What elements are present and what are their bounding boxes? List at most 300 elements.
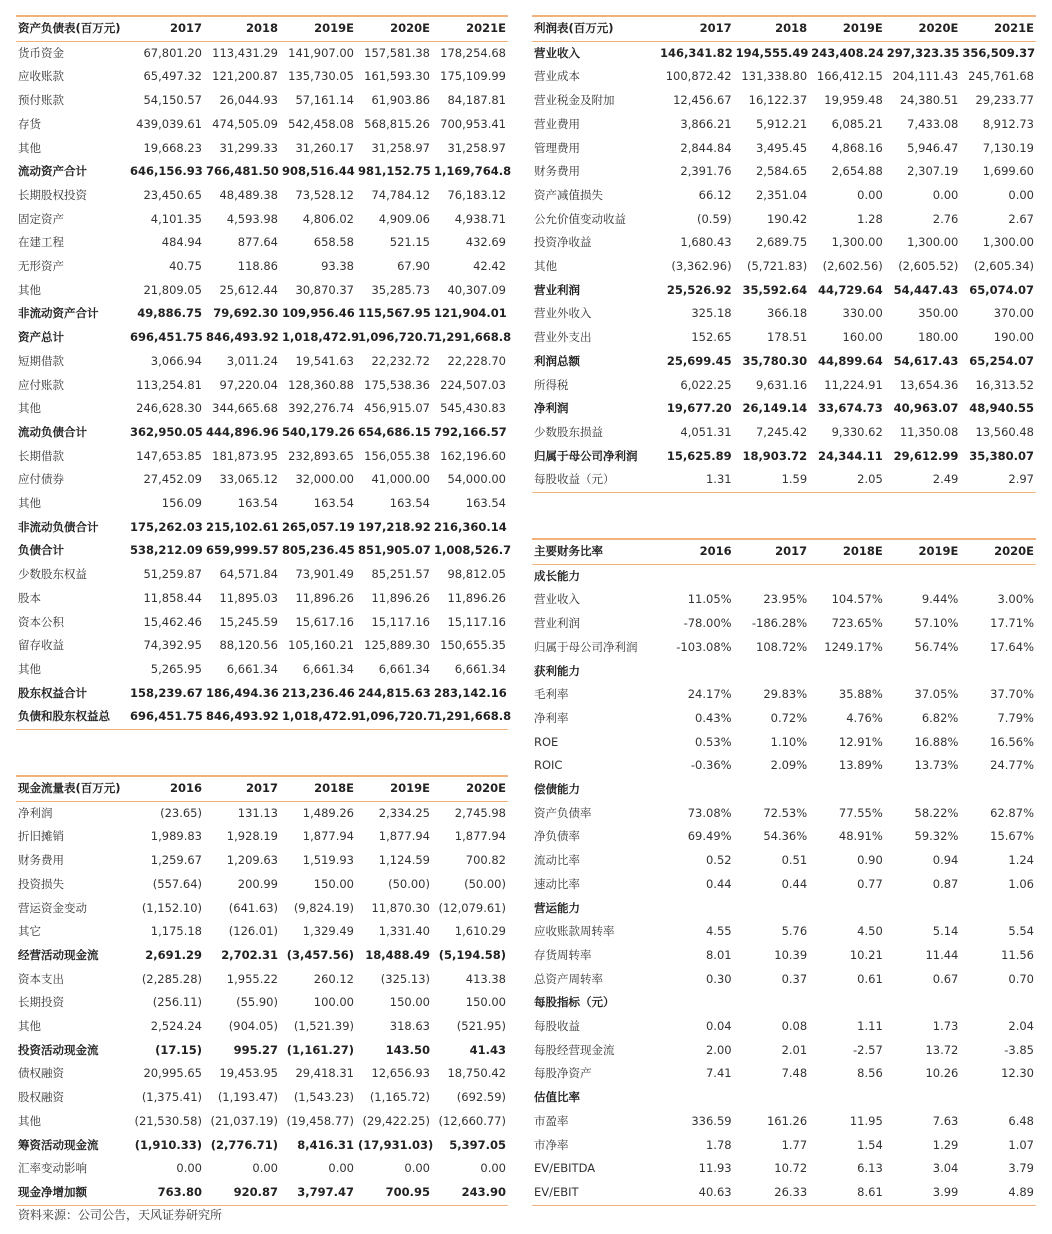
income-statement-cell: 35,592.64	[742, 282, 808, 297]
balance-sheet-cell: 15,462.46	[143, 614, 202, 629]
financial-ratios-row	[532, 825, 1036, 849]
income-statement-cell: 0.00	[857, 187, 883, 202]
financial-ratios-cell: 10.39	[774, 947, 808, 962]
cash-flow-row	[16, 968, 508, 992]
income-statement-cell: 4,051.31	[680, 424, 732, 439]
cash-flow-row-label: 股权融资	[18, 1090, 64, 1105]
financial-ratios-row-label: 每股指标（元）	[534, 995, 615, 1010]
financial-ratios-cell: 13.89%	[838, 758, 883, 773]
financial-ratios-row	[532, 1134, 1036, 1158]
income-statement-row-label: 营业收入	[534, 45, 580, 60]
financial-ratios-cell: 3.04	[932, 1161, 959, 1176]
balance-sheet-cell: 545,430.83	[440, 401, 506, 416]
income-statement-cell: 18,903.72	[742, 448, 808, 463]
balance-sheet-row	[16, 492, 508, 516]
balance-sheet-cell: 51,259.87	[143, 567, 202, 582]
balance-sheet-cell: 1,096,720.7	[358, 709, 436, 724]
financial-ratios-table	[532, 538, 1036, 1206]
balance-sheet-cell: 244,815.63	[358, 685, 431, 700]
balance-sheet-title: 资产负债表(百万元)	[18, 21, 121, 35]
income-statement-cell: 9,330.62	[831, 424, 883, 439]
cash-flow-cell: 143.50	[385, 1042, 430, 1057]
cash-flow-cell: 2,702.31	[221, 947, 278, 962]
balance-sheet-cell: 432.69	[465, 235, 506, 250]
balance-sheet-cell: 197,218.92	[358, 519, 431, 534]
balance-sheet-cell: 5,265.95	[150, 661, 202, 676]
financial-ratios-cell: 1.06	[1008, 876, 1034, 891]
income-statement-cell: 0.00	[932, 187, 959, 202]
income-statement-cell: 6,085.21	[831, 116, 883, 131]
cash-flow-cell: (1,910.33)	[134, 1137, 202, 1152]
income-statement-cell: 54,617.43	[893, 353, 959, 368]
cash-flow-cell: 260.12	[313, 971, 354, 986]
financial-ratios-cell: 6.48	[1008, 1113, 1034, 1128]
cash-flow-cell: (256.11)	[152, 995, 202, 1010]
financial-ratios-cell: -0.36%	[690, 758, 732, 773]
financial-ratios-cell: 0.70	[1008, 971, 1034, 986]
income-statement-cell: 1.31	[705, 472, 732, 487]
balance-sheet-row-label: 预付账款	[18, 93, 64, 108]
income-statement-cell: 160.00	[842, 330, 883, 345]
cash-flow-cell: (521.95)	[456, 1019, 506, 1034]
cash-flow-cell: 200.99	[237, 876, 278, 891]
cash-flow-cell: (904.05)	[228, 1019, 278, 1034]
balance-sheet-cell: 216,360.14	[434, 519, 507, 534]
balance-sheet-row	[16, 160, 508, 184]
balance-sheet-cell: 215,102.61	[206, 519, 279, 534]
balance-sheet-cell: 851,905.07	[358, 543, 431, 558]
cash-flow-cell: (126.01)	[228, 924, 278, 939]
balance-sheet-cell: 246,628.30	[136, 401, 202, 416]
cash-flow-cell: 1,331.40	[378, 924, 430, 939]
financial-ratios-row-label: 净负债率	[534, 829, 580, 844]
balance-sheet-cell: 696,451.75	[130, 330, 203, 345]
financial-ratios-cell: 17.71%	[990, 616, 1034, 631]
financial-ratios-cell: 6.13	[857, 1161, 883, 1176]
balance-sheet-cell: 11,896.26	[447, 590, 506, 605]
balance-sheet-cell: 15,117.16	[371, 614, 430, 629]
financial-ratios-cell: 56.74%	[914, 639, 959, 654]
balance-sheet-cell: 1,018,472.9	[282, 330, 360, 345]
cash-flow-cell: 1,489.26	[302, 805, 354, 820]
financial-ratios-cell: 1249.17%	[824, 639, 883, 654]
income-statement-cell: 29,233.77	[975, 93, 1034, 108]
income-statement-cell: 325.18	[691, 306, 732, 321]
balance-sheet-row	[16, 421, 508, 445]
balance-sheet-row	[16, 539, 508, 563]
balance-sheet-row	[16, 41, 508, 65]
income-statement-cell: 24,380.51	[899, 93, 959, 108]
cash-flow-cell: 5,397.05	[449, 1137, 506, 1152]
balance-sheet-row	[16, 65, 508, 89]
income-statement-column-header: 2017	[699, 21, 732, 35]
cash-flow-cell: (9,824.19)	[293, 900, 354, 915]
income-statement-row-label: 财务费用	[534, 164, 580, 179]
balance-sheet-cell: 224,507.03	[440, 377, 506, 392]
financial-ratios-cell: 1.10%	[770, 734, 808, 749]
financial-ratios-cell: -78.00%	[683, 616, 732, 631]
income-statement-cell: 131,338.80	[741, 69, 808, 84]
financial-ratios-cell: 8.61	[857, 1184, 883, 1199]
balance-sheet-cell: 150,655.35	[440, 638, 506, 653]
balance-sheet-cell: 6,661.34	[302, 661, 354, 676]
financial-ratios-row	[532, 944, 1036, 968]
financial-ratios-row	[532, 1110, 1036, 1134]
balance-sheet-cell: 283,142.16	[434, 685, 507, 700]
income-statement-cell: 178.51	[766, 330, 808, 345]
balance-sheet-row-label: 固定资产	[18, 211, 64, 226]
balance-sheet-cell: 118.86	[237, 259, 278, 274]
balance-sheet-cell: 4,593.98	[226, 211, 278, 226]
financial-ratios-cell: 57.10%	[914, 616, 959, 631]
financial-ratios-cell: 7.48	[781, 1066, 808, 1081]
balance-sheet-row-label: 无形资产	[18, 259, 64, 274]
balance-sheet-cell: 85,251.57	[371, 567, 430, 582]
balance-sheet-cell: 93.38	[321, 259, 354, 274]
balance-sheet-cell: 113,431.29	[212, 45, 278, 60]
cash-flow-column-header: 2020E	[466, 781, 506, 795]
financial-ratios-cell	[658, 778, 734, 802]
cash-flow-cell: (1,543.23)	[293, 1090, 354, 1105]
income-statement-cell: 6,022.25	[680, 377, 732, 392]
income-statement-cell: 2,584.65	[755, 164, 808, 179]
financial-ratios-cell	[734, 1086, 810, 1110]
balance-sheet-table	[16, 15, 512, 730]
income-statement-cell: 1,300.00	[831, 235, 883, 250]
income-statement-row	[532, 350, 1036, 374]
financial-ratios-cell: 2.01	[781, 1042, 808, 1057]
balance-sheet-cell: 54,150.57	[143, 93, 202, 108]
income-statement-cell: 26,149.14	[742, 401, 808, 416]
cash-flow-row-label: 汇率变动影响	[18, 1161, 87, 1176]
cash-flow-row	[16, 825, 508, 849]
income-statement-row	[532, 65, 1036, 89]
income-statement-cell: 0.00	[1008, 187, 1034, 202]
balance-sheet-cell: 659,999.57	[206, 543, 279, 558]
financial-ratios-column-header: 2020E	[994, 544, 1034, 558]
financial-ratios-row	[532, 588, 1036, 612]
income-statement-title: 利润表(百万元)	[534, 21, 614, 35]
balance-sheet-cell: 162,196.60	[440, 448, 506, 463]
cash-flow-cell: 1,259.67	[150, 853, 202, 868]
balance-sheet-row-label: 其他	[18, 282, 41, 297]
income-statement-cell: 100,872.42	[665, 69, 732, 84]
balance-sheet-cell: 15,245.59	[219, 614, 278, 629]
income-statement-row-label: 营业费用	[534, 116, 580, 131]
income-statement-row-label: 归属于母公司净利润	[534, 448, 638, 463]
balance-sheet-cell: 3,011.24	[226, 353, 278, 368]
income-statement-row	[532, 326, 1036, 350]
balance-sheet-cell: 19,668.23	[143, 140, 202, 155]
financial-ratios-row-label: 每股经营现金流	[534, 1042, 615, 1057]
balance-sheet-row-label: 资产总计	[18, 330, 64, 345]
financial-ratios-cell: 11.44	[925, 947, 959, 962]
income-statement-cell: 1,300.00	[982, 235, 1034, 250]
balance-sheet-row	[16, 255, 508, 279]
income-statement-cell: 44,729.64	[818, 282, 883, 297]
financial-ratios-cell: 0.51	[781, 853, 808, 868]
income-statement-cell: 2.67	[1008, 211, 1034, 226]
financial-ratios-cell	[885, 778, 961, 802]
balance-sheet-row-label: 少数股东权益	[18, 567, 87, 582]
financial-ratios-cell: 37.70%	[990, 687, 1034, 702]
financial-ratios-column-header: 2016	[699, 544, 732, 558]
income-statement-cell: 29,612.99	[893, 448, 959, 463]
financial-ratios-cell	[658, 660, 734, 684]
financial-ratios-cell	[960, 660, 1036, 684]
income-statement-column-header: 2021E	[994, 21, 1034, 35]
income-statement-cell: 245,761.68	[968, 69, 1034, 84]
income-statement-row	[532, 41, 1036, 65]
income-statement-row-label: 其他	[534, 259, 557, 274]
financial-ratios-cell	[658, 1086, 734, 1110]
income-statement-row-label: 投资净收益	[534, 235, 592, 250]
balance-sheet-cell: 344,665.68	[212, 401, 278, 416]
cash-flow-column-header: 2018E	[314, 781, 354, 795]
income-statement-cell: 2.05	[857, 472, 883, 487]
balance-sheet-cell: 11,896.26	[295, 590, 354, 605]
financial-ratios-column-header: 2019E	[918, 544, 959, 558]
financial-ratios-cell: 0.44	[705, 876, 732, 891]
balance-sheet-cell: 35,285.73	[371, 282, 430, 297]
cash-flow-column-header: 2019E	[390, 781, 430, 795]
financial-ratios-cell: 723.65%	[831, 616, 883, 631]
balance-sheet-cell: 175,109.99	[440, 69, 506, 84]
balance-sheet-cell: 135,730.05	[288, 69, 354, 84]
cash-flow-cell: 700.82	[465, 853, 506, 868]
balance-sheet-cell: 73,901.49	[295, 567, 354, 582]
income-statement-cell: 194,555.49	[735, 45, 809, 60]
income-statement-cell: 16,122.37	[748, 93, 808, 108]
balance-sheet-cell: 456,915.07	[364, 401, 430, 416]
income-statement-row	[532, 255, 1036, 279]
cash-flow-cell: 700.95	[385, 1184, 430, 1199]
balance-sheet-cell: 31,260.17	[295, 140, 354, 155]
income-statement-cell: (2,605.52)	[898, 259, 959, 274]
balance-sheet-cell: 908,516.44	[282, 164, 355, 179]
income-statement-cell: 7,130.19	[982, 140, 1034, 155]
income-statement-row	[532, 421, 1036, 445]
financial-ratios-section-row	[532, 564, 1036, 588]
balance-sheet-cell: 877.64	[237, 235, 278, 250]
income-statement-row	[532, 231, 1036, 255]
cash-flow-row-label: 净利润	[18, 805, 53, 820]
cash-flow-cell: 1,175.18	[150, 924, 202, 939]
balance-sheet-cell: 175,538.36	[364, 377, 430, 392]
balance-sheet-cell: 73,528.12	[295, 187, 354, 202]
balance-sheet-cell: 109,956.46	[282, 306, 355, 321]
balance-sheet-cell: 40.75	[169, 259, 202, 274]
financial-ratios-cell: 1.29	[932, 1137, 959, 1152]
financial-ratios-cell: 13.73%	[914, 758, 959, 773]
cash-flow-row	[16, 1181, 508, 1205]
cash-flow-row-label: 资本支出	[18, 971, 64, 986]
cash-flow-cell: 1,329.49	[302, 924, 354, 939]
balance-sheet-cell: 1,169,764.8	[434, 164, 512, 179]
cash-flow-row-label: 长期投资	[18, 995, 64, 1010]
cash-flow-cell: 131.13	[237, 805, 278, 820]
financial-ratios-cell: 15.67%	[990, 829, 1034, 844]
financial-ratios-cell: 12.91%	[838, 734, 883, 749]
financial-ratios-cell: 7.41	[705, 1066, 732, 1081]
financial-ratios-row	[532, 1062, 1036, 1086]
balance-sheet-cell: 175,262.03	[130, 519, 203, 534]
financial-ratios-cell: 12.30	[1001, 1066, 1034, 1081]
financial-ratios-cell: 0.72%	[770, 710, 808, 725]
cash-flow-cell: (19,458.77)	[286, 1113, 354, 1128]
financial-ratios-section-row	[532, 1086, 1036, 1110]
cash-flow-row	[16, 944, 508, 968]
cash-flow-row	[16, 1062, 508, 1086]
balance-sheet-cell: 74,784.12	[371, 187, 430, 202]
income-statement-cell: 65,254.07	[969, 353, 1034, 368]
financial-ratios-row-label: 市盈率	[534, 1113, 569, 1128]
financial-ratios-row-label: 应收账款周转率	[534, 924, 615, 939]
financial-ratios-row-label: 营运能力	[534, 900, 580, 915]
income-statement-cell: 5,946.47	[907, 140, 959, 155]
balance-sheet-row	[16, 397, 508, 421]
income-statement-row-label: 利润总额	[534, 353, 580, 368]
balance-sheet-row	[16, 563, 508, 587]
balance-sheet-row-label: 货币资金	[18, 45, 64, 60]
cash-flow-row	[16, 1039, 508, 1063]
financial-ratios-cell: 73.08%	[687, 805, 732, 820]
financial-ratios-row	[532, 920, 1036, 944]
cash-flow-row-label: 其他	[18, 1113, 41, 1128]
financial-ratios-cell: 0.87	[932, 876, 959, 891]
income-statement-row	[532, 208, 1036, 232]
balance-sheet-row	[16, 682, 508, 706]
balance-sheet-cell: 1,096,720.7	[358, 330, 436, 345]
financial-ratios-cell: 4.76%	[846, 710, 883, 725]
cash-flow-cell: 1,877.94	[302, 829, 354, 844]
financial-ratios-cell	[734, 778, 810, 802]
cash-flow-cell: 150.00	[465, 995, 506, 1010]
financial-ratios-section-row	[532, 897, 1036, 921]
cash-flow-cell: 0.00	[404, 1161, 430, 1176]
financial-ratios-cell: 0.37	[781, 971, 808, 986]
income-statement-column-header: 2018	[775, 21, 808, 35]
financial-ratios-cell: 0.94	[932, 853, 959, 868]
financial-ratios-row-label: ROIC	[534, 758, 563, 773]
balance-sheet-cell: 6,661.34	[454, 661, 506, 676]
income-statement-row-label: 净利润	[534, 401, 569, 416]
balance-sheet-row-label: 负债合计	[18, 543, 64, 558]
financial-ratios-cell	[734, 991, 810, 1015]
balance-sheet-cell: 64,571.84	[219, 567, 278, 582]
cash-flow-cell: (1,375.41)	[141, 1090, 202, 1105]
balance-sheet-cell: 474,505.09	[212, 116, 278, 131]
financial-ratios-cell: 1.24	[1008, 853, 1034, 868]
cash-flow-row-label: 营运资金变动	[18, 900, 87, 915]
financial-ratios-cell: 6.82%	[921, 710, 959, 725]
financial-ratios-cell: 1.77	[781, 1137, 808, 1152]
financial-ratios-panel	[532, 538, 1036, 1206]
financial-ratios-cell: 10.72	[774, 1161, 808, 1176]
balance-sheet-cell: 158,239.67	[130, 685, 203, 700]
balance-sheet-row	[16, 279, 508, 303]
balance-sheet-cell: 31,299.33	[219, 140, 278, 155]
financial-ratios-cell: 1.11	[857, 1019, 883, 1034]
balance-sheet-cell: 646,156.93	[130, 164, 203, 179]
income-statement-cell: (2,602.56)	[822, 259, 883, 274]
balance-sheet-cell: 1,008,526.7	[434, 543, 512, 558]
balance-sheet-cell: 542,458.08	[288, 116, 354, 131]
balance-sheet-cell: 846,493.92	[206, 330, 279, 345]
balance-sheet-cell: 1,291,668.8	[434, 330, 512, 345]
financial-ratios-cell	[960, 778, 1036, 802]
income-statement-cell: 11,224.91	[824, 377, 883, 392]
balance-sheet-row	[16, 302, 508, 326]
income-statement-cell: 44,899.64	[818, 353, 883, 368]
cash-flow-cell: 2,334.25	[378, 805, 430, 820]
balance-sheet-cell: 6,661.34	[378, 661, 430, 676]
financial-ratios-cell: 11.05%	[687, 592, 732, 607]
cash-flow-row-label: 债权融资	[18, 1066, 64, 1081]
financial-ratios-row-label: 估值比率	[534, 1090, 580, 1105]
balance-sheet-row	[16, 208, 508, 232]
income-statement-cell: 243,408.24	[811, 45, 884, 60]
cash-flow-cell: 1,928.19	[226, 829, 278, 844]
financial-ratios-row-label: 营业收入	[534, 592, 580, 607]
balance-sheet-cell: 11,895.03	[219, 590, 278, 605]
income-statement-cell: 2,689.75	[755, 235, 808, 250]
income-statement-column-header: 2020E	[918, 21, 959, 35]
income-statement-cell: 297,323.35	[886, 45, 960, 60]
balance-sheet-cell: 40,307.09	[447, 282, 506, 297]
income-statement-cell: 366.18	[766, 306, 808, 321]
balance-sheet-header-row	[16, 16, 508, 41]
financial-ratios-cell: -103.08%	[676, 639, 732, 654]
balance-sheet-column-header: 2018	[245, 21, 278, 35]
cash-flow-row	[16, 1134, 508, 1158]
financial-ratios-cell: 23.95%	[763, 592, 808, 607]
income-statement-row	[532, 397, 1036, 421]
income-statement-row-label: 公允价值变动收益	[534, 211, 626, 226]
income-statement-cell: 166,412.15	[816, 69, 883, 84]
financial-ratios-cell: 26.33	[774, 1184, 808, 1199]
cash-flow-cell: 2,691.29	[145, 947, 202, 962]
financial-ratios-cell: 10.21	[849, 947, 883, 962]
financial-ratios-row-label: ROE	[534, 734, 559, 749]
cash-flow-cell: 995.27	[233, 1042, 278, 1057]
balance-sheet-cell: 213,236.46	[282, 685, 355, 700]
financial-ratios-cell: 29.83%	[763, 687, 808, 702]
balance-sheet-cell: 4,806.02	[302, 211, 354, 226]
financial-ratios-row-label: 获利能力	[534, 663, 580, 678]
income-statement-cell: 4,868.16	[831, 140, 883, 155]
income-statement-cell: 2.76	[932, 211, 959, 226]
financial-ratios-cell	[885, 564, 961, 588]
financial-ratios-cell	[734, 897, 810, 921]
income-statement-row	[532, 445, 1036, 469]
financial-ratios-cell	[734, 564, 810, 588]
income-statement-cell: 2,654.88	[831, 164, 883, 179]
balance-sheet-cell: 4,938.71	[454, 211, 506, 226]
balance-sheet-row-label: 长期股权投资	[18, 187, 87, 202]
balance-sheet-column-header: 2019E	[314, 21, 354, 35]
financial-ratios-cell: 2.04	[1008, 1019, 1034, 1034]
financial-ratios-section-row	[532, 991, 1036, 1015]
income-statement-cell: 2,307.19	[907, 164, 959, 179]
income-statement-cell: 25,526.92	[666, 282, 732, 297]
cash-flow-cell: 29,418.31	[295, 1066, 354, 1081]
cash-flow-cell: (1,521.39)	[293, 1019, 354, 1034]
income-statement-cell: 2.49	[932, 472, 959, 487]
financial-ratios-cell: 336.59	[691, 1113, 732, 1128]
cash-flow-column-header: 2016	[169, 781, 202, 795]
balance-sheet-cell: 232,893.65	[288, 448, 354, 463]
